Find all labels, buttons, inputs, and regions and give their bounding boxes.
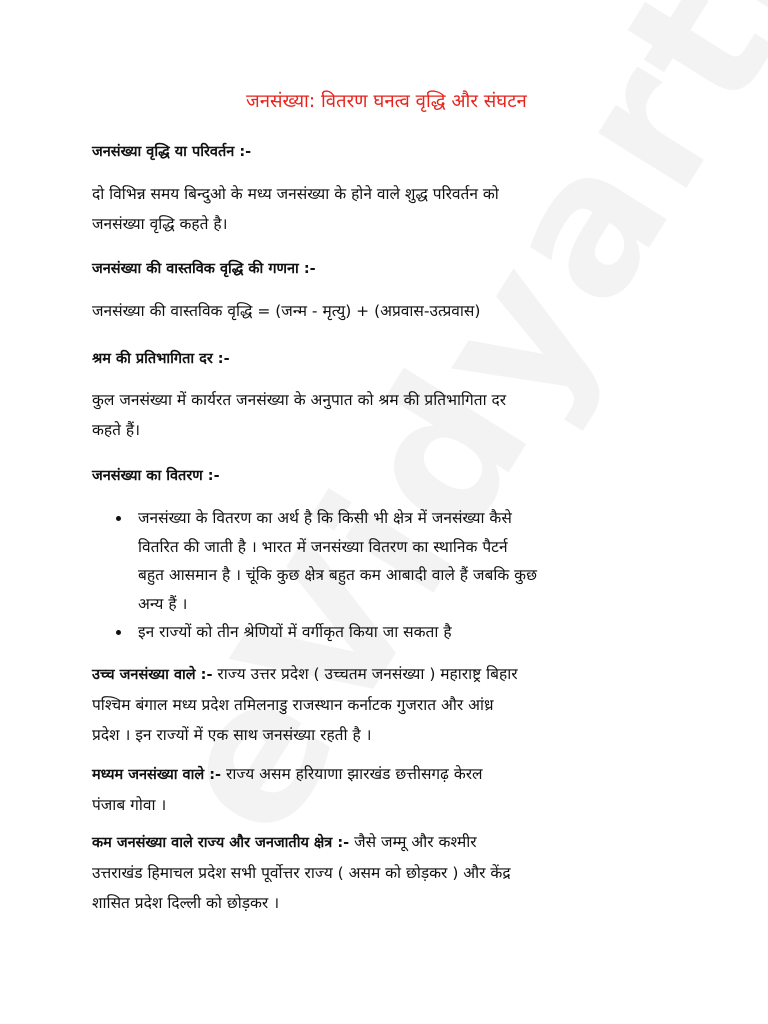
- label-medium-population: मध्यम जनसंख्या वाले :-: [92, 767, 222, 783]
- text-line: उत्तराखंड हिमाचल प्रदेश सभी पूर्वोत्तर राज्य ( असम को छोड़कर ) और केंद्र: [92, 864, 511, 882]
- bullet-list: [112, 504, 712, 647]
- text-line: जनसंख्या वृद्धि कहते है।: [92, 215, 228, 233]
- heading-real-growth-calculation: जनसंख्या की वास्तविक वृद्धि की गणना :-: [92, 261, 316, 277]
- text-line: इन राज्यों को तीन श्रेणियों में वर्गीकृत किया जा सकता है: [138, 623, 452, 641]
- text-line: [92, 759, 682, 790]
- list-item: [112, 504, 712, 618]
- paragraph-medium-population: [92, 759, 682, 820]
- text-span: राज्य उत्तर प्रदेश ( उच्चतम जनसंख्या ) महाराष्ट्र बिहार: [212, 665, 518, 683]
- paragraph-high-population: [92, 659, 682, 750]
- page-title: जनसंख्या: वितरण घनत्व वृद्धि और संघटन: [246, 91, 527, 112]
- paragraph-formula: [92, 296, 682, 326]
- formula-line: जनसंख्या की वास्तविक वृद्धि = (जन्म - मृत्यु) + (अप्रवास-उत्प्रवास): [92, 302, 481, 320]
- text-line: पश्चिम बंगाल मध्य प्रदेश तमिलनाडु राजस्थान कर्नाटक गुजरात और आंध्र: [92, 696, 494, 714]
- text-span: जैसे जम्मू और कश्मीर: [349, 833, 477, 851]
- text-line: [92, 659, 682, 690]
- heading-population-growth: जनसंख्या वृद्धि या परिवर्तन :-: [92, 144, 252, 160]
- heading-population-distribution: जनसंख्या का वितरण :-: [92, 468, 220, 484]
- paragraph-labour-participation: [92, 385, 682, 445]
- text-line: प्रदेश । इन राज्यों में एक साथ जनसंख्या रहती है ।: [92, 726, 372, 744]
- text-line: पंजाब गोवा ।: [92, 796, 167, 814]
- text-line: कहते हैं।: [92, 421, 141, 439]
- label-high-population: उच्च जनसंख्या वाले :-: [92, 667, 213, 683]
- text-line: शासित प्रदेश दिल्ली को छोड़कर ।: [92, 894, 280, 912]
- list-item: [112, 618, 712, 647]
- text-line: अन्य हैं ।: [138, 594, 188, 613]
- heading-labour-participation: श्रम की प्रतिभागिता दर :-: [92, 351, 230, 367]
- text-line: [92, 827, 682, 858]
- label-low-population: कम जनसंख्या वाले राज्य और जनजातीय क्षेत्र :-: [92, 835, 350, 851]
- text-line: कुल जनसंख्या में कार्यरत जनसंख्या के अनुपात को श्रम की प्रतिभागिता दर: [92, 391, 507, 409]
- text-line: बहुत आसमान है । चूंकि कुछ क्षेत्र बहुत कम आबादी वाले हैं जबकि कुछ: [138, 566, 537, 584]
- paragraph-low-population: [92, 827, 682, 918]
- paragraph-population-growth: [92, 179, 682, 239]
- text-line: वितरित की जाती है । भारत में जनसंख्या वितरण का स्थानिक पैटर्न: [138, 537, 508, 556]
- text-span: राज्य असम हरियाणा झारखंड छत्तीसगढ़ केरल: [221, 765, 483, 783]
- text-line: जनसंख्या के वितरण का अर्थ है कि किसी भी क्षेत्र में जनसंख्या कैसे: [138, 509, 512, 527]
- text-line: दो विभिन्न समय बिन्दुओ के मध्य जनसंख्या के होने वाले शुद्ध परिवर्तन को: [92, 185, 499, 203]
